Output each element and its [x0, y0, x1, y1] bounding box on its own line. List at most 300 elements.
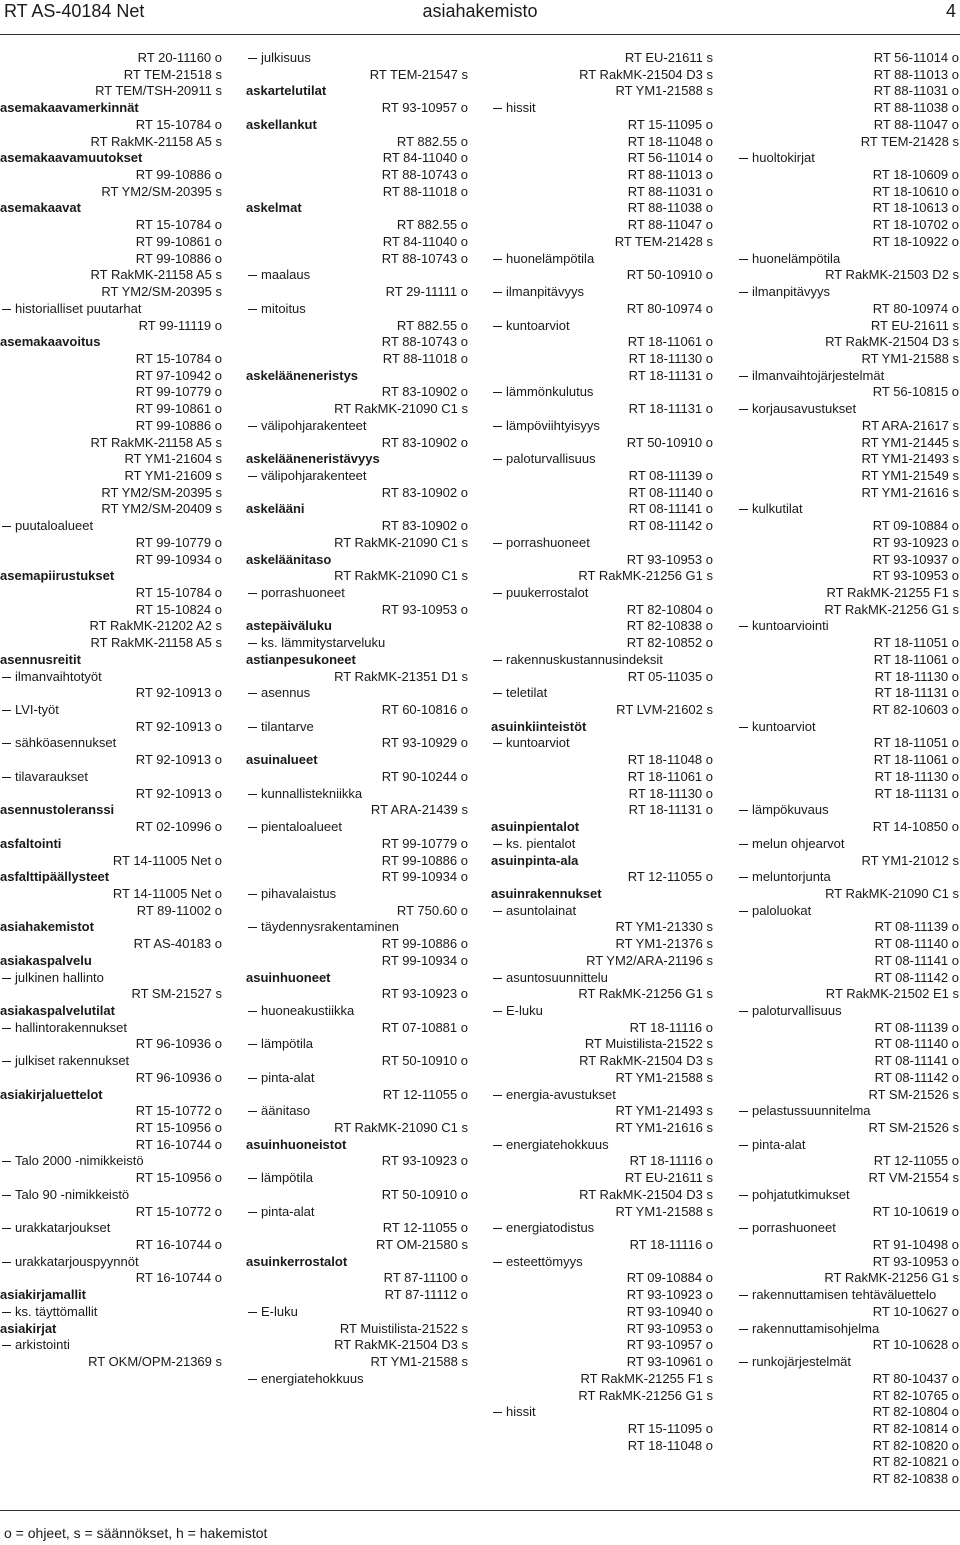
page-header — [0, 0, 960, 22]
index-reference: RT 92-10913 o — [135, 785, 222, 801]
index-reference: RT RakMK-21090 C1 s — [825, 885, 959, 901]
index-reference: RT 08-11140 o — [628, 484, 713, 500]
index-reference: RT SM-21527 s — [131, 986, 222, 1002]
index-heading: astianpesukoneet — [246, 651, 356, 667]
index-subentry: asuntolainat — [491, 903, 713, 920]
index-reference: RT 88-11018 o — [382, 183, 468, 199]
index-reference: RT 50-10910 o — [626, 434, 713, 450]
index-reference: RT EU-21611 s — [870, 317, 959, 333]
index-heading: asfaltointi — [0, 835, 62, 851]
index-reference: RT RakMK-21090 C1 s — [334, 1120, 468, 1135]
index-reference: RT 93-10953 o — [872, 568, 959, 584]
index-reference: RT 08-11141 o — [874, 1053, 959, 1069]
index-heading: askelmat — [246, 200, 302, 216]
index-reference: RT EU-21611 s — [624, 1170, 713, 1186]
index-reference: RT OKM/OPM-21369 s — [88, 1354, 222, 1370]
index-subentry: huoneakustiikka — [246, 1003, 468, 1020]
index-reference: RT OM-21580 s — [375, 1237, 468, 1253]
index-subentry: energiatehokkuus — [246, 1371, 468, 1388]
index-reference: RT 14-11005 Net o — [112, 852, 222, 868]
index-reference: RT YM1-21330 s — [615, 919, 713, 935]
index-reference: RT 15-10784 o — [135, 116, 222, 132]
index-subentry: rakennuskustannusindeksit — [491, 652, 713, 669]
index-reference: RT 15-11095 o — [627, 116, 713, 132]
index-reference: RT 18-10610 o — [872, 183, 959, 199]
index-reference: RT 08-11139 o — [874, 919, 959, 935]
index-heading: askeläänenеristävyys — [246, 451, 380, 467]
index-reference: RT 10-10627 o — [872, 1303, 959, 1319]
index-reference: RT 56-11014 o — [627, 150, 713, 166]
index-reference: RT 83-10902 o — [381, 518, 468, 534]
index-reference: RT RakMK-21255 F1 s — [826, 585, 959, 600]
index-reference: RT TEM-21547 s — [369, 66, 468, 82]
index-subentry: äänitaso — [246, 1103, 468, 1120]
index-reference: RT YM1-21588 s — [615, 1069, 713, 1085]
index-subentry: porrashuoneet — [246, 585, 468, 602]
index-subentry: lämpötila — [246, 1170, 468, 1187]
index-reference: RT 15-11095 o — [627, 1420, 713, 1436]
index-subentry: kulkutilat — [737, 501, 959, 518]
index-reference: RT YM1-21493 s — [615, 1103, 713, 1119]
index-reference: RT 99-10886 o — [381, 936, 468, 952]
index-reference: RT RakMK-21351 D1 s — [334, 668, 468, 684]
index-subentry: julkiset rakennukset — [0, 1053, 222, 1070]
index-reference: RT 93-10957 o — [381, 100, 468, 116]
index-reference: RT RakMK-21504 D3 s — [334, 1337, 468, 1353]
index-reference: RT YM1-21588 s — [370, 1354, 468, 1370]
index-subentry: lämpökuvaus — [737, 802, 959, 819]
index-subentry: kuntoarviot — [491, 318, 713, 335]
index-reference: RT 93-10961 o — [626, 1354, 713, 1370]
index-reference: RT 18-11051 o — [873, 635, 959, 651]
index-subentry: asuntosuunnittelu — [491, 970, 713, 987]
index-reference: RT 14-10850 o — [872, 819, 959, 835]
index-reference: RT 18-11061 o — [627, 768, 713, 784]
index-reference: RT 14-11005 Net o — [112, 885, 222, 901]
index-reference: RT 18-11131 o — [874, 685, 959, 701]
index-reference: RT 18-11130 o — [628, 350, 713, 366]
index-reference: RT 87-11112 o — [384, 1287, 468, 1303]
index-reference: RT 96-10936 o — [135, 1036, 222, 1052]
index-subentry: E-luku — [246, 1304, 468, 1321]
index-reference: RT 08-11142 o — [874, 1069, 959, 1085]
index-reference: RT YM1-21588 s — [861, 350, 959, 366]
index-subentry: hissit — [491, 1404, 713, 1421]
index-reference: RT YM1-21588 s — [615, 83, 713, 99]
index-reference: RT 99-10886 o — [135, 167, 222, 183]
index-reference: RT YM2/SM-20395 s — [101, 183, 222, 199]
index-reference: RT 18-11116 o — [629, 1019, 713, 1035]
index-reference: RT 18-11061 o — [873, 651, 959, 667]
index-subentry: paloluokat — [737, 903, 959, 920]
index-reference: RT 99-10934 o — [381, 869, 468, 885]
index-reference: RT RakMK-21158 A5 s — [90, 267, 222, 283]
index-reference: RT 18-10609 o — [872, 167, 959, 183]
index-reference: RT 15-10772 o — [135, 1103, 222, 1119]
page-number: 4 — [945, 1, 956, 21]
index-subentry: pinta-alat — [737, 1137, 959, 1154]
index-subentry: tilantarve — [246, 719, 468, 736]
index-reference: RT 92-10913 o — [135, 752, 222, 768]
index-reference: RT 88-11031 o — [627, 183, 713, 199]
index-reference: RT YM1-21012 s — [861, 852, 959, 868]
index-reference: RT 02-10996 o — [135, 819, 222, 835]
index-heading: astepäiväluku — [246, 618, 332, 634]
index-subentry: Talo 2000 -nimikkeistö — [0, 1153, 222, 1170]
index-reference: RT 82-10820 o — [872, 1437, 959, 1453]
index-reference: RT 99-11119 o — [138, 317, 222, 333]
index-reference: RT 82-10821 o — [872, 1454, 959, 1470]
index-subentry: LVI-työt — [0, 702, 222, 719]
index-reference: RT 08-11142 o — [628, 518, 713, 534]
index-subentry: mitoitus — [246, 301, 468, 318]
index-reference: RT TEM-21428 s — [614, 233, 713, 249]
index-reference: RT 18-11048 o — [627, 133, 713, 149]
index-reference: RT YM1-21616 s — [615, 1120, 713, 1135]
index-reference: RT 18-11131 o — [628, 401, 713, 417]
index-reference: RT 88-11018 o — [382, 350, 468, 366]
index-reference: RT RakMK-21090 C1 s — [334, 401, 468, 417]
index-reference: RT YM1-21376 s — [615, 936, 713, 952]
index-heading: asiakaspalvelu — [0, 952, 92, 968]
index-reference: RT 99-10779 o — [381, 835, 468, 851]
index-heading: asuinhuoneistot — [246, 1136, 347, 1152]
index-reference: RT 88-11047 o — [873, 116, 959, 132]
footer-rule — [0, 1510, 960, 1511]
index-reference: RT 18-10922 o — [872, 233, 959, 249]
index-reference: RT RakMK-21503 D2 s — [825, 267, 959, 283]
index-reference: RT 93-10923 o — [381, 986, 468, 1002]
index-subentry: välipohjarakenteet — [246, 468, 468, 485]
index-reference: RT 08-11142 o — [874, 969, 959, 985]
index-reference: RT 18-11116 o — [629, 1153, 713, 1169]
index-subentry: asennus — [246, 685, 468, 702]
index-subentry: Talo 90 -nimikkeistö — [0, 1187, 222, 1204]
index-reference: RT RakMK-21158 A5 s — [90, 635, 222, 651]
index-reference: RT 99-10861 o — [135, 233, 222, 249]
index-reference: RT YM2/ARA-21196 s — [586, 952, 713, 968]
index-reference: RT 99-10934 o — [135, 551, 222, 567]
index-reference: RT 82-10838 o — [626, 618, 713, 634]
index-column-2 — [246, 50, 468, 1500]
index-reference: RT 18-11061 o — [873, 752, 959, 768]
index-heading: asennustoleranssi — [0, 802, 115, 818]
index-reference: RT 12-11055 o — [873, 1153, 959, 1169]
index-reference: RT YM2/SM-20409 s — [101, 501, 222, 517]
index-subentry: porrashuoneet — [737, 1220, 959, 1237]
index-reference: RT YM2/SM-20395 s — [101, 484, 222, 500]
index-subentry: tilavaraukset — [0, 769, 222, 786]
index-reference: RT YM1-21616 s — [861, 484, 959, 500]
index-reference: RT 88-11038 o — [627, 200, 713, 216]
index-reference: RT 83-10902 o — [381, 484, 468, 500]
index-reference: RT 93-10940 o — [626, 1303, 713, 1319]
index-reference: RT YM2/SM-20395 s — [101, 284, 222, 300]
index-reference: RT 88-11031 o — [873, 83, 959, 99]
index-reference: RT 18-11130 o — [874, 768, 959, 784]
index-reference: RT VM-21554 s — [868, 1170, 959, 1186]
index-reference: RT 92-10913 o — [135, 685, 222, 701]
index-reference: RT 99-10779 o — [135, 384, 222, 400]
index-reference: RT 18-11130 o — [874, 668, 959, 684]
index-reference: RT 18-11048 o — [627, 1437, 713, 1453]
index-reference: RT 12-11055 o — [627, 869, 713, 885]
index-subentry: kuntoarviointi — [737, 618, 959, 635]
page-title: asiahakemisto — [422, 1, 538, 21]
index-reference: RT RakMK-21502 E1 s — [825, 986, 959, 1002]
index-subentry: energia-avustukset — [491, 1087, 713, 1104]
index-reference: RT 91-10498 o — [872, 1237, 959, 1253]
index-subentry: maalaus — [246, 267, 468, 284]
index-reference: RT 93-10953 o — [626, 551, 713, 567]
index-reference: RT 50-10910 o — [381, 1053, 468, 1069]
index-reference: RT 93-10929 o — [381, 735, 468, 751]
index-reference: RT 88-10743 o — [381, 250, 468, 266]
index-reference: RT 93-10953 o — [872, 1253, 959, 1269]
index-heading: asiakirjaluettelot — [0, 1086, 103, 1102]
index-heading: askeläänitaso — [246, 551, 332, 567]
index-reference: RT 84-11040 o — [382, 233, 468, 249]
index-heading: asuinpinta-ala — [491, 852, 579, 868]
index-reference: RT YM1-21604 s — [124, 451, 222, 467]
index-reference: RT TEM/TSH-20911 s — [95, 83, 222, 99]
index-subentry: ilmanvaihtotyöt — [0, 669, 222, 686]
index-reference: RT 29-11111 o — [385, 284, 468, 300]
index-reference: RT SM-21526 s — [868, 1086, 959, 1102]
index-reference: RT 20-11160 o — [137, 50, 222, 65]
index-subentry: ks. lämmitystarveluku — [246, 635, 468, 652]
index-heading: asfalttipäällysteet — [0, 869, 110, 885]
index-reference: RT Muistilista-21522 s — [584, 1036, 713, 1052]
index-reference: RT 82-10838 o — [872, 1471, 959, 1487]
index-subentry: rakennuttamisohjelma — [737, 1321, 959, 1338]
index-reference: RT 56-10815 o — [872, 384, 959, 400]
legend-footnote: o = ohjeet, s = säännökset, h = hakemistot — [4, 1525, 268, 1541]
index-subentry: lämpöviihtyisyys — [491, 418, 713, 435]
index-heading: asemakaavamuutokset — [0, 150, 143, 166]
index-reference: RT LVM-21602 s — [616, 702, 713, 718]
index-reference: RT RakMK-21504 D3 s — [825, 334, 959, 350]
index-subentry: pientaloalueet — [246, 819, 468, 836]
index-subentry: ilmanpitävyys — [737, 284, 959, 301]
index-reference: RT TEM-21518 s — [123, 66, 222, 82]
index-reference: RT 882.55 o — [396, 217, 468, 233]
index-reference: RT 08-11141 o — [628, 501, 713, 517]
index-reference: RT RakMK-21504 D3 s — [579, 1053, 713, 1069]
index-reference: RT 09-10884 o — [872, 518, 959, 534]
index-subentry: pelastussuunnitelma — [737, 1103, 959, 1120]
index-heading: asiahakemistot — [0, 919, 94, 935]
index-reference: RT YM1-21588 s — [615, 1203, 713, 1219]
index-reference: RT 882.55 o — [396, 317, 468, 333]
index-reference: RT RakMK-21090 C1 s — [334, 534, 468, 550]
index-reference: RT TEM-21428 s — [860, 133, 959, 149]
index-reference: RT 80-10437 o — [872, 1370, 959, 1386]
index-subentry: meluntorjunta — [737, 869, 959, 886]
index-reference: RT ARA-21617 s — [861, 417, 959, 433]
index-heading: asuinkiinteistöt — [491, 718, 587, 734]
header-rule — [0, 34, 960, 35]
index-reference: RT 15-10772 o — [135, 1203, 222, 1219]
index-subentry: rakennuttamisen tehtäväluettelo — [737, 1287, 959, 1304]
index-reference: RT 16-10744 o — [135, 1237, 222, 1253]
index-reference: RT 88-11013 o — [627, 167, 713, 183]
index-reference: RT 07-10881 o — [381, 1019, 468, 1035]
index-reference: RT RakMK-21202 A2 s — [89, 618, 222, 634]
index-subentry: energiatodistus — [491, 1220, 713, 1237]
index-reference: RT 99-10886 o — [135, 250, 222, 266]
index-reference: RT 18-11130 o — [628, 785, 713, 801]
index-subentry: korjausavustukset — [737, 401, 959, 418]
index-reference: RT RakMK-21504 D3 s — [579, 1186, 713, 1202]
document-code: RT AS-40184 Net — [4, 1, 145, 21]
index-subentry: täydennysrakentaminen — [246, 919, 468, 936]
index-subentry: julkinen hallinto — [0, 970, 222, 987]
index-reference: RT 50-10910 o — [381, 1186, 468, 1202]
index-subentry: lämmönkulutus — [491, 384, 713, 401]
index-reference: RT 18-11061 o — [627, 334, 713, 350]
index-reference: RT 93-10923 o — [872, 534, 959, 550]
index-reference: RT YM1-21445 s — [861, 434, 959, 450]
index-subentry: pohjatutkimukset — [737, 1187, 959, 1204]
index-heading: asemakaavat — [0, 200, 81, 216]
index-subentry: pihavalaistus — [246, 886, 468, 903]
index-heading: askartelutilat — [246, 83, 327, 99]
index-reference: RT 99-10861 o — [135, 401, 222, 417]
index-reference: RT 60-10816 o — [381, 702, 468, 718]
index-reference: RT EU-21611 s — [624, 50, 713, 65]
index-reference: RT 88-10743 o — [381, 167, 468, 183]
index-subentry: runkojärjestelmät — [737, 1354, 959, 1371]
index-reference: RT 80-10974 o — [626, 300, 713, 316]
index-subentry: arkistointi — [0, 1337, 222, 1354]
index-heading: asemapiirustukset — [0, 568, 115, 584]
index-subentry: urakkatarjoukset — [0, 1220, 222, 1237]
index-reference: RT 09-10884 o — [626, 1270, 713, 1286]
index-column-3 — [491, 50, 713, 1500]
index-reference: RT 05-11035 o — [627, 668, 713, 684]
index-reference: RT 83-10902 o — [381, 384, 468, 400]
index-subentry: porrashuoneet — [491, 535, 713, 552]
index-subentry: esteettömyys — [491, 1254, 713, 1271]
index-reference: RT RakMK-21090 C1 s — [334, 568, 468, 584]
index-subentry: energiatehokkuus — [491, 1137, 713, 1154]
index-subentry: julkisuus — [246, 50, 468, 67]
index-reference: RT YM1-21549 s — [861, 467, 959, 483]
index-reference: RT 99-10779 o — [135, 534, 222, 550]
index-reference: RT 82-10852 o — [626, 635, 713, 651]
index-subentry: pinta-alat — [246, 1204, 468, 1221]
index-reference: RT 08-11140 o — [874, 936, 959, 952]
index-subentry: puukerrostalot — [491, 585, 713, 602]
index-reference: RT RakMK-21504 D3 s — [579, 66, 713, 82]
index-subentry: ilmanvaihtojärjestelmät — [737, 368, 959, 385]
index-reference: RT 750.60 o — [396, 902, 468, 918]
index-reference: RT 88-11013 o — [873, 66, 959, 82]
index-subentry: ilmanpitävyys — [491, 284, 713, 301]
index-reference: RT 15-10956 o — [135, 1120, 222, 1135]
index-reference: RT RakMK-21256 G1 s — [578, 568, 713, 584]
index-reference: RT RakMK-21256 G1 s — [578, 1387, 713, 1403]
index-reference: RT 82-10765 o — [872, 1387, 959, 1403]
index-reference: RT 50-10910 o — [626, 267, 713, 283]
index-reference: RT ARA-21439 s — [370, 802, 468, 818]
index-reference: RT 18-11048 o — [627, 752, 713, 768]
index-subentry: kunnallistekniikka — [246, 786, 468, 803]
index-reference: RT 10-10628 o — [872, 1337, 959, 1353]
index-reference: RT 10-10619 o — [872, 1203, 959, 1219]
index-heading: asiakaspalvelutilat — [0, 1002, 115, 1018]
index-reference: RT 56-11014 o — [873, 50, 959, 65]
index-subentry: sähköasennukset — [0, 735, 222, 752]
index-heading: asennusreitit — [0, 651, 81, 667]
index-reference: RT 18-11131 o — [628, 367, 713, 383]
index-reference: RT Muistilista-21522 s — [339, 1320, 468, 1336]
index-reference: RT 12-11055 o — [382, 1086, 468, 1102]
index-reference: RT 15-10956 o — [135, 1170, 222, 1186]
index-reference: RT 08-11141 o — [874, 952, 959, 968]
index-reference: RT 16-10744 o — [135, 1270, 222, 1286]
index-subentry: melun ohjearvot — [737, 836, 959, 853]
index-subentry: puutaloalueet — [0, 518, 222, 535]
index-subentry: hissit — [491, 100, 713, 117]
index-reference: RT 99-10886 o — [381, 852, 468, 868]
index-heading: asemakaavamerkinnät — [0, 100, 139, 116]
index-reference: RT YM1-21609 s — [124, 467, 222, 483]
index-reference: RT 97-10942 o — [135, 367, 222, 383]
index-reference: RT 82-10603 o — [872, 702, 959, 718]
index-heading: askellankut — [246, 116, 317, 132]
index-subentry: E-luku — [491, 1003, 713, 1020]
index-heading: asiakirjat — [0, 1320, 57, 1336]
index-heading: asiakirjamallit — [0, 1287, 86, 1303]
index-subentry: huonelämpötila — [737, 251, 959, 268]
index-reference: RT 83-10902 o — [381, 434, 468, 450]
index-reference: RT 82-10814 o — [872, 1420, 959, 1436]
index-reference: RT SM-21526 s — [868, 1120, 959, 1135]
index-subentry: paloturvallisuus — [737, 1003, 959, 1020]
index-reference: RT 08-11140 o — [874, 1036, 959, 1052]
index-subentry: huonelämpötila — [491, 251, 713, 268]
index-subentry: ks. pientalot — [491, 836, 713, 853]
index-reference: RT 90-10244 o — [381, 768, 468, 784]
index-subentry: lämpötila — [246, 1036, 468, 1053]
index-reference: RT 15-10824 o — [135, 601, 222, 617]
index-reference: RT 18-11131 o — [874, 785, 959, 801]
index-reference: RT RakMK-21256 G1 s — [824, 1270, 959, 1286]
index-reference: RT 12-11055 o — [382, 1220, 468, 1236]
index-reference: RT RakMK-21256 G1 s — [578, 986, 713, 1002]
index-reference: RT 16-10744 o — [135, 1136, 222, 1152]
index-subentry: ks. täyttömallit — [0, 1304, 222, 1321]
index-reference: RT 15-10784 o — [135, 217, 222, 233]
index-reference: RT 93-10953 o — [381, 601, 468, 617]
index-reference: RT 84-11040 o — [382, 150, 468, 166]
index-heading: asuinalueet — [246, 752, 318, 768]
index-heading: askelääni — [246, 501, 305, 517]
index-heading: askeläänenеristys — [246, 367, 359, 383]
index-reference: RT 93-10953 o — [626, 1320, 713, 1336]
index-reference: RT RakMK-21158 A5 s — [90, 133, 222, 149]
index-subentry: teletilat — [491, 685, 713, 702]
index-heading: asuinhuoneet — [246, 969, 331, 985]
index-reference: RT 18-11131 o — [628, 802, 713, 818]
index-reference: RT 87-11100 o — [383, 1270, 468, 1286]
index-reference: RT 93-10923 o — [626, 1287, 713, 1303]
index-reference: RT 80-10974 o — [872, 300, 959, 316]
index-reference: RT 93-10957 o — [626, 1337, 713, 1353]
index-subentry: paloturvallisuus — [491, 451, 713, 468]
